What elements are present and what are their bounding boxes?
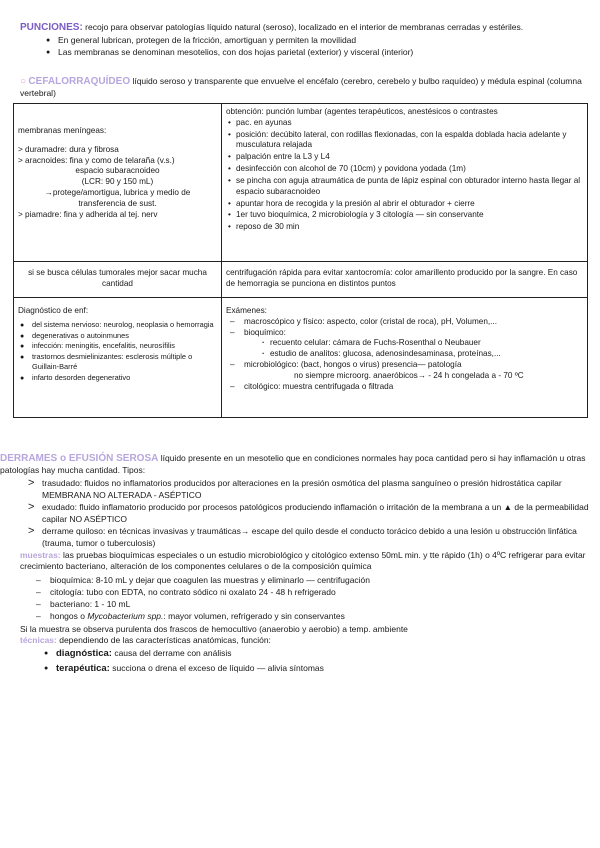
circle-bullet-icon: ○	[20, 76, 27, 87]
list-item: – bioquímico:	[244, 328, 583, 339]
tumor-left-cell: si se busca células tumorales mejor sacar mucha cantidad	[14, 262, 222, 298]
obtencion-header: obtención: punción lumbar (agentes terapéuticos, anestésicos o contrastes	[226, 107, 498, 116]
punciones-title: PUNCIONES:	[20, 22, 83, 33]
cefalorraquideo-title: CEFALORRAQUÍDEO	[28, 76, 131, 87]
list-item: – bacteriano: 1 - 10 mL	[50, 599, 592, 610]
muestras-list	[50, 575, 592, 623]
list-item: • apuntar hora de recogida y la presión al abrir el obturador + cierre	[236, 199, 583, 210]
diagnostico-header: Diagnóstico de enf:	[18, 306, 89, 315]
list-item: – citología: tubo con EDTA, no contrato sódico ni oxalato 24 - 48 h refrigerado	[50, 587, 592, 598]
examenes-list-2	[244, 360, 583, 371]
derrames-paragraph	[0, 452, 592, 476]
microbiologico-continuation: no siempre microorg. anaeróbicos→ - 24 h congelada a - 70 ºC	[294, 370, 524, 380]
diagnostica-label: diagnóstica:	[56, 647, 112, 659]
cefalorraquideo-section	[20, 75, 585, 99]
obtencion-cell	[222, 104, 588, 262]
tecnicas-label: técnicas:	[20, 634, 57, 645]
meninges-line: > duramadre: dura y fibrosa	[18, 144, 119, 154]
meninges-line: →protege/amortigua, lubrica y medio de	[44, 188, 191, 198]
list-item: ● trastornos desmielinizantes: esclerosis múltiple o Guillain-Barré	[32, 352, 217, 372]
tecnicas-paragraph	[0, 635, 592, 646]
list-item: > derrame quiloso: en técnicas invasivas y traumáticas→ escape del quilo desde el conducto torácico debido a una lesión u obstrucción linfática (trauma, tumor o tuberculosis)	[42, 526, 592, 548]
muestras-label: muestras:	[20, 550, 61, 561]
tipos-list	[42, 478, 592, 548]
list-item: ● del sistema nervioso: neurolog, neoplasia o hemorragia	[32, 320, 217, 330]
list-item: – macroscópico y físico: aspecto, color (cristal de roca), pH, Volumen,...	[244, 317, 583, 328]
table-row	[14, 298, 588, 418]
lcr-table	[13, 103, 588, 418]
list-item: – citológico: muestra centrifugada o filtrada	[244, 382, 583, 393]
tecnicas-text: dependiendo de las características anatómicas, función:	[56, 634, 271, 645]
table-row	[14, 262, 588, 298]
meninges-header: membranas meníngeas:	[18, 126, 107, 135]
muestras-text: las pruebas bioquímicas especiales o un estudio microbiológico y citológico extenso 50mL min. y tte rápido (1h) o 4ºC refrigerar para evitar crecimiento bacteriano, alteración de los componentes celulares o de la composición química	[20, 550, 586, 572]
table-row	[14, 104, 588, 262]
punciones-section	[20, 21, 585, 60]
list-item: – microbiológico: (bact, hongos o virus) presencia— patología	[244, 360, 583, 371]
punciones-bullets	[58, 35, 585, 58]
punciones-text: recojo para observar patologías líquido natural (seroso), localizado en el interior de membranas cerradas y estériles.	[82, 22, 524, 32]
list-item: • desinfección con alcohol de 70 (10cm) y povidona yodada (1m)	[236, 164, 583, 175]
tecnicas-list	[56, 648, 592, 675]
muestras-paragraph	[0, 550, 592, 572]
tumor-right-cell: centrifugación rápida para evitar xantocromía: color amarillento producido por la sangre. En caso de hemorragia se punciona en distintos puntos	[222, 262, 588, 298]
list-item: · estudio de analitos: glucosa, adenosindesaminasa, proteínas,...	[270, 349, 583, 360]
list-item	[56, 663, 592, 676]
examenes-list	[244, 317, 583, 339]
meninges-line: (LCR: 90 y 150 mL)	[81, 177, 154, 187]
list-item: ● infección: meningitis, encefalitis, neurosífilis	[32, 341, 217, 351]
meninges-line: > aracnoides: fina y como de telaraña (v.s.)	[18, 155, 175, 165]
derrames-title: DERRAMES o EFUSIÓN SEROSA	[0, 453, 159, 464]
meninges-cell	[14, 104, 222, 262]
list-item: ● Las membranas se denominan mesotelios, con dos hojas parietal (exterior) y visceral (interior)	[58, 47, 585, 58]
list-item: • posición: decúbito lateral, con rodillas flexionadas, con la espalda doblada hacia adelante y musculatura relajada	[236, 130, 583, 152]
terapeutica-text: succiona o drena el exceso de líquido — alivia síntomas	[109, 662, 324, 673]
bioquimico-sublist	[270, 338, 583, 360]
diagnostico-list	[32, 320, 217, 383]
list-item: • 1er tuvo bioquímica, 2 microbiología y 3 citología — sin conservante	[236, 210, 583, 221]
list-item: ● degenerativas o autoinmunes	[32, 331, 217, 341]
list-item: ● infarto desorden degenerativo	[32, 373, 217, 383]
cefalorraquideo-paragraph	[20, 75, 585, 99]
examenes-header: Exámenes:	[226, 306, 267, 315]
list-item: ● En general lubrican, protegen de la fricción, amortiguan y permiten la movilidad	[58, 35, 585, 46]
diagnostica-text: causa del derrame con análisis	[111, 647, 232, 658]
meninges-line: > piamadre: fina y adherida al tej. nerv	[18, 209, 158, 219]
examenes-cell	[222, 298, 588, 418]
list-item: – bioquímica: 8-10 mL y dejar que coagulen las muestras y eliminarlo — centrifugación	[50, 575, 592, 586]
list-item: • se pincha con aguja atraumática de punta de lápiz espinal con obturador interno hasta llegar al espacio subaracnoideo	[236, 176, 583, 198]
hongos-pre: hongos o	[50, 611, 88, 622]
list-item: > trasudado: fluidos no inflamatorios producidos por alteraciones en la presión osmótica del plasma sanguíneo o presión hidrostática capilar MEMBRANA NO ALTERADA - ASÉPTICO	[42, 478, 592, 500]
obtencion-list	[236, 118, 583, 233]
list-item: • pac. en ayunas	[236, 118, 583, 129]
diagnostico-cell	[14, 298, 222, 418]
purulenta-paragraph: Si la muestra se observa purulenta dos frascos de hemocultivo (anaerobio y aerobio) a temp. ambiente	[20, 623, 408, 634]
list-item	[56, 648, 592, 661]
meninges-line: transferencia de sust.	[78, 198, 157, 208]
list-item: > exudado: fluido inflamatorio producido por procesos patológicos produciendo inflamación o irritación de la membrana a un ▲ de la permeabilidad capilar NO ASÉPTICO	[42, 502, 592, 524]
hongos-post: : mayor volumen, refrigerado y sin conservantes	[163, 611, 345, 622]
list-item: · recuento celular: cámara de Fuchs-Rosenthal o Neubauer	[270, 338, 583, 349]
hongos-species: Mycobacterium spp.	[87, 611, 164, 622]
punciones-paragraph	[20, 21, 585, 34]
terapeutica-label: terapéutica:	[56, 662, 110, 674]
list-item: • palpación entre la L3 y L4	[236, 152, 583, 163]
derrames-section	[0, 452, 592, 677]
cefalorraquideo-text: líquido seroso y transparente que envuelve el encéfalo (cerebro, cerebelo y bulbo raquídeo) y médula espinal (columna vertebral)	[20, 76, 582, 99]
derrames-text: líquido presente en un mesotelio que en condiciones normales hay poca cantidad pero si hay inflamación u otras patologías hay mucha cantidad. Tipos:	[0, 453, 586, 476]
examenes-list-3	[244, 382, 583, 393]
meninges-line: espacio subaracnoideo	[75, 166, 160, 176]
list-item	[50, 611, 592, 622]
list-item: • reposo de 30 min	[236, 222, 583, 233]
